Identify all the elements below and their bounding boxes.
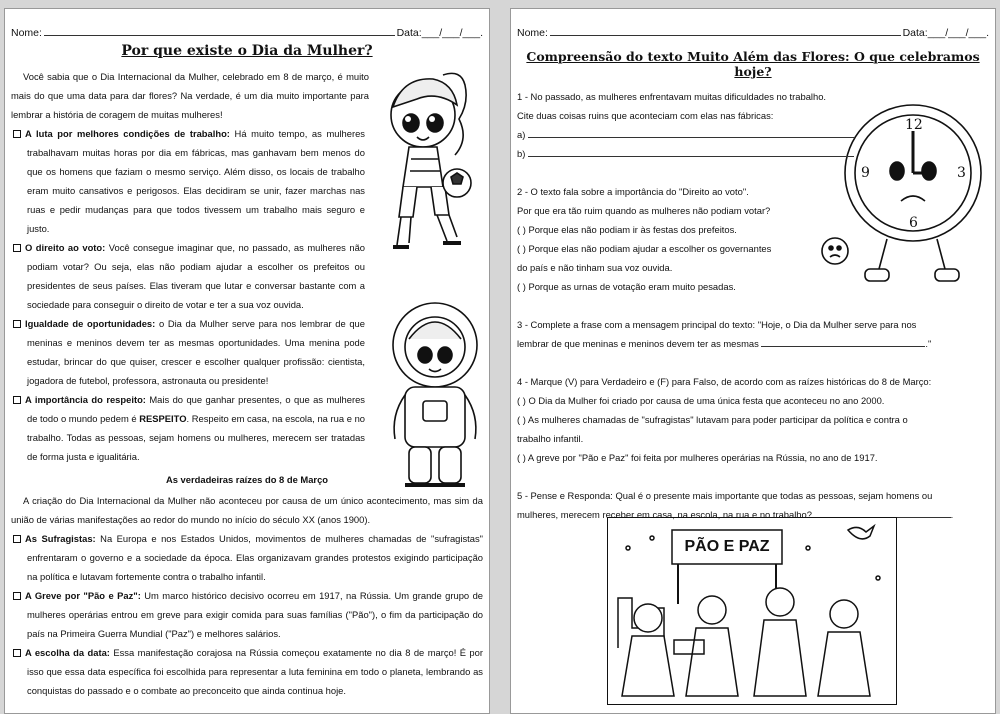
bullet-text: . Respeito em casa, na escola, na rua e no trabalho. Todas as pessoas, sejam homens ou mulheres, merecem ser tratadas de forma justa e igualitária. <box>27 413 365 462</box>
bullet-head: As Sufragistas: <box>25 533 96 544</box>
answer-1a <box>517 125 989 144</box>
question-1-prompt: Cite duas coisas ruins que aconteciam com elas nas fábricas: <box>517 110 774 121</box>
answer-1b-label: b) <box>517 148 526 159</box>
option-4b[interactable]: ( ) As mulheres chamadas de "sufragistas" lutavam para poder participar da política e contra o <box>517 414 908 425</box>
bullet-text: Há muito tempo, as mulheres trabalhavam muitas horas por dia em fábricas, mas ganhavam bem menos do que os homens que faziam o mesmo serviço. Além disso, os locais de trabalho eram muito cansativos e perigosos. Elas decidiram se unir, fazer marchas nas ruas e pedir mudanças para que todos tivessem um trabalho mais seguro e justo. <box>27 128 365 234</box>
bullet-equality <box>11 314 365 390</box>
bullet-head: A escolha da data: <box>25 647 110 658</box>
question-2-prompt: Por que era tão ruim quando as mulheres não podiam votar? <box>517 205 771 216</box>
bullet-text: Um marco histórico decisivo ocorreu em 1917, na Rússia. Um grande grupo de mulheres operárias entrou em greve para exigir comida para suas famílias ("Pão"), o fim da participação do país na Primeira Guerra Mundial ("Paz") e melhores salários. <box>27 590 483 639</box>
answer-3-line[interactable] <box>761 337 925 347</box>
bullet-vote <box>11 238 365 314</box>
option-4a[interactable]: ( ) O Dia da Mulher foi criado por causa de uma única festa que aconteceu no ano 2000. <box>517 395 885 406</box>
checkbox-icon <box>13 535 21 543</box>
left-worksheet-page <box>4 8 490 714</box>
name-line[interactable] <box>44 27 395 36</box>
bullet-text: Essa manifestação corajosa na Rússia começou exatamente no dia 8 de março! É por isso que essa data específica foi escolhida para representar a luta feminina em todo o planeta, lembrando as conquistas do passado e o combate ao preconceito que ainda continua hoje. <box>27 647 483 696</box>
bullet-text: Na Europa e nos Estados Unidos, movimentos de mulheres chamadas de "sufragistas" enfrentaram o governo e a sociedade da época. Elas organizavam grandes protestos exigindo participação na política e lutavam fortemente contra o trabalho infantil. <box>27 533 483 582</box>
intro-paragraph: Você sabia que o Dia Internacional da Mulher, celebrado em 8 de março, é muito mais do que uma data para dar flores? Na verdade, é um dia muito importante para lembrar a história de coragem de muitas mulheres! <box>11 71 369 120</box>
page-title: Compreensão do texto Muito Além das Flores: O que celebramos hoje? <box>526 49 980 79</box>
checkbox-icon <box>13 396 21 404</box>
question-5: 5 - Pense e Responda: Qual é o presente mais importante que todas as pessoas, sejam homens ou <box>517 490 933 501</box>
bullet-text: o Dia da Mulher serve para nos lembrar de que meninas e meninos devem ter as mesmas oportunidades. Uma menina pode estudar, brincar do que quiser, crescer e escolher qualquer profissão: cientista, jogadora de futebol, professora, astronauta ou presidente! <box>27 318 365 386</box>
date-blank[interactable]: ___/___/___. <box>421 27 483 39</box>
name-label: Nome: <box>11 27 42 39</box>
option-4b-cont: trabalho infantil. <box>517 433 584 444</box>
name-line[interactable] <box>550 27 901 36</box>
bullet-work-conditions <box>11 124 365 238</box>
right-worksheet-page <box>510 8 996 714</box>
question-3-cont <box>517 334 989 353</box>
name-date-header <box>517 27 989 39</box>
bullet-date-choice <box>11 643 483 700</box>
bullet-head: A luta por melhores condições de trabalho: <box>25 128 230 139</box>
svg-text:12: 12 <box>905 117 923 133</box>
checkbox-icon <box>13 592 21 600</box>
bullet-strike <box>11 586 483 643</box>
question-4: 4 - Marque (V) para Verdadeiro e (F) para Falso, de acordo com as raízes históricas do 8 de Março: <box>517 376 932 387</box>
date-label: Data: <box>902 27 928 39</box>
option-2b-cont: do país e não tinham sua voz ouvida. <box>517 262 673 273</box>
section-subtitle: As verdadeiras raízes do 8 de Março <box>165 474 329 485</box>
answer-1a-line[interactable] <box>528 128 854 138</box>
option-2b[interactable]: ( ) Porque elas não podiam ajudar a escolher os governantes <box>517 243 772 254</box>
checkbox-icon <box>13 244 21 252</box>
question-3: 3 - Complete a frase com a mensagem principal do texto: "Hoje, o Dia da Mulher serve para nos <box>517 319 917 330</box>
option-2c[interactable]: ( ) Porque as urnas de votação eram muito pesadas. <box>517 281 736 292</box>
svg-text:6: 6 <box>909 215 918 231</box>
bullet-text: Mais do que ganhar presentes, o que as mulheres de todo o mundo pedem é <box>27 394 365 424</box>
option-2a[interactable]: ( ) Porque elas não podiam ir às festas dos prefeitos. <box>517 224 737 235</box>
checkbox-icon <box>13 130 21 138</box>
answer-1b-line[interactable] <box>528 147 854 157</box>
roots-paragraph: A criação do Dia Internacional da Mulher não aconteceu por causa de um único acontecimento, mas sim da união de várias manifestações ao redor do mundo no início do século XX (anos 1900). <box>11 495 483 525</box>
period: . <box>950 509 954 520</box>
question-1: 1 - No passado, as mulheres enfrentavam muitas dificuldades no trabalho. <box>517 91 827 102</box>
protest-sign: PÃO E PAZ <box>684 538 770 555</box>
svg-text:3: 3 <box>957 165 966 181</box>
name-label: Nome: <box>517 27 548 39</box>
page-title: Por que existe o Dia da Mulher? <box>121 43 373 59</box>
bread-and-peace-illustration <box>607 517 897 705</box>
question-3-text: lembrar de que meninas e meninos devem ter as mesmas <box>517 338 759 349</box>
answer-1b <box>517 144 989 163</box>
option-4c[interactable]: ( ) A greve por "Pão e Paz" foi feita por mulheres operárias na Rússia, no ano de 1917. <box>517 452 878 463</box>
bullet-head: Igualdade de oportunidades: <box>25 318 156 329</box>
question-2: 2 - O texto fala sobre a importância do "Direito ao voto". <box>517 186 749 197</box>
left-body-text <box>11 67 483 700</box>
bullet-head: A importância do respeito: <box>25 394 146 405</box>
name-date-header <box>11 27 483 39</box>
date-label: Data: <box>396 27 422 39</box>
bullet-head: A Greve por "Pão e Paz": <box>25 590 141 601</box>
quote-end: ." <box>925 338 932 349</box>
checkbox-icon <box>13 320 21 328</box>
questions <box>517 87 989 524</box>
bullet-text: Você consegue imaginar que, no passado, as mulheres não podiam votar? Ou seja, elas não podiam ajudar a escolher os prefeitos ou presidentes de seus países. Elas tiveram que lutar e conversar bastante com a sociedade para conseguir o direito de votar e ter a sua voz ouvida. <box>27 242 366 310</box>
bullet-respect <box>11 390 365 466</box>
date-blank[interactable]: ___/___/___. <box>927 27 989 39</box>
answer-1a-label: a) <box>517 129 526 140</box>
svg-text:9: 9 <box>861 165 870 181</box>
bullet-suffragists <box>11 529 483 586</box>
question-5-text: mulheres, merecem receber em casa, na escola, na rua e no trabalho? <box>517 509 812 520</box>
checkbox-icon <box>13 649 21 657</box>
respect-emphasis: RESPEITO <box>139 413 187 424</box>
bullet-head: O direito ao voto: <box>25 242 106 253</box>
